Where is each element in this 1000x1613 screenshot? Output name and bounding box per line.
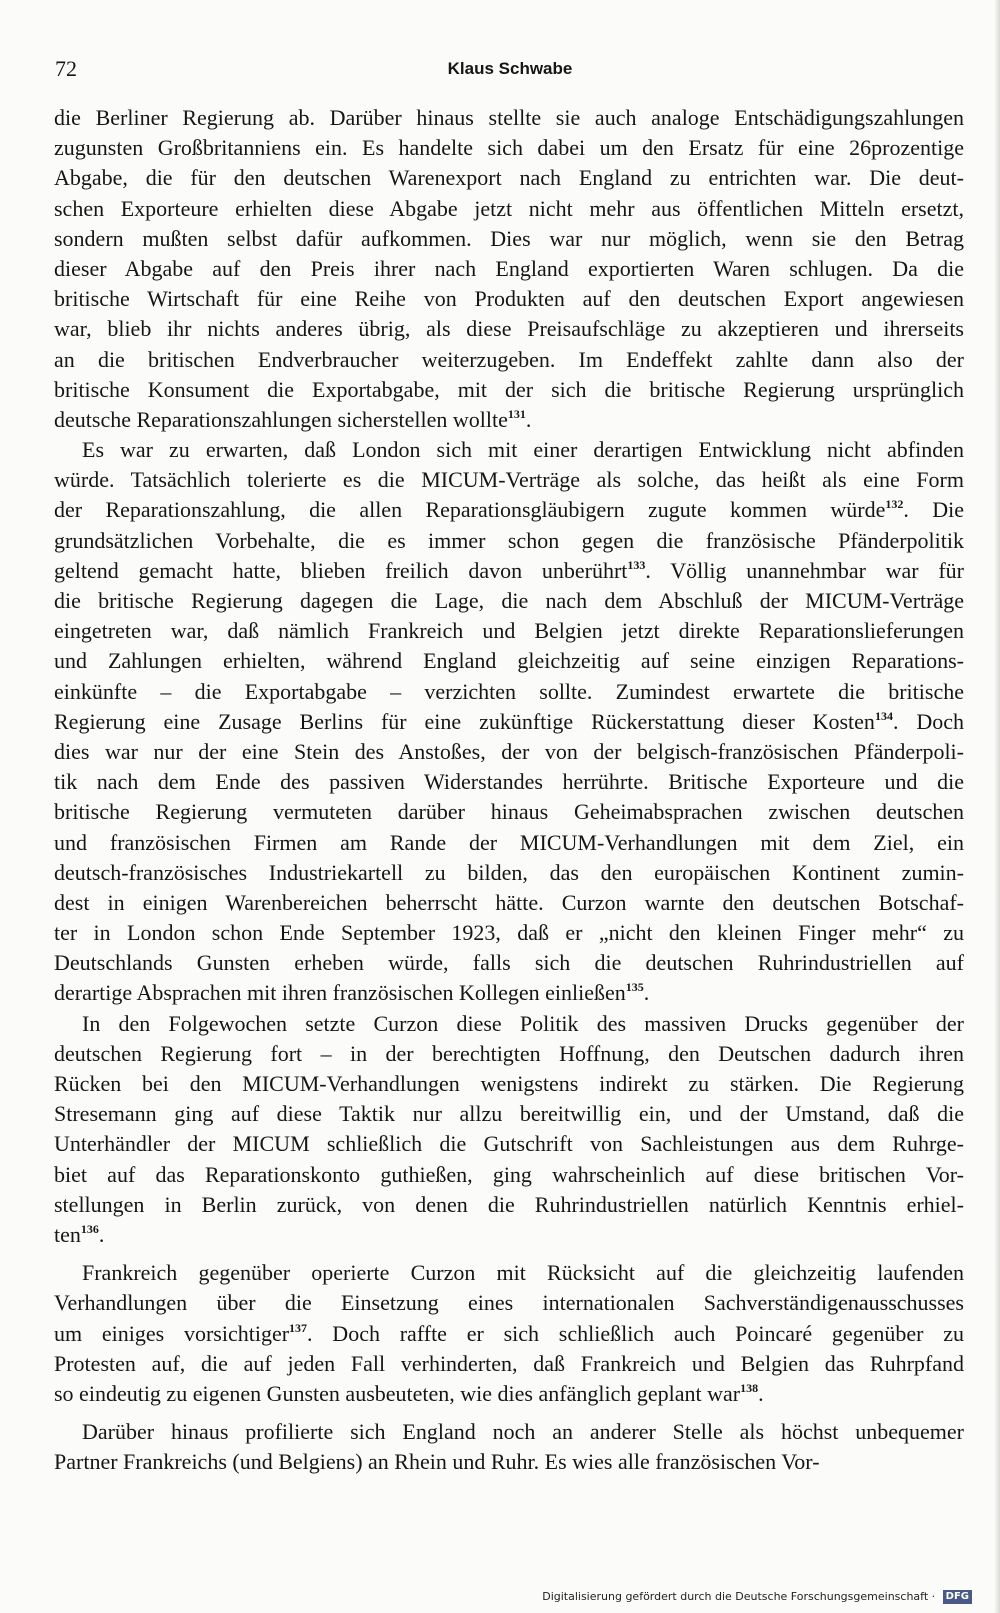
text-line bbox=[54, 495, 964, 525]
body-text bbox=[54, 103, 964, 1477]
line-text: die britische Regierung dagegen die Lage, die nach dem Abschluß der MICUM-Verträge bbox=[54, 588, 964, 613]
line-text: Abgabe, die für den deutschen Warenexport nach England zu entrichten war. Die deut- bbox=[54, 165, 964, 191]
line-text: deutsch-französisches Industriekartell zu bilden, das den europäischen Kontinent zumin- bbox=[54, 859, 964, 885]
line-text: Stresemann ging auf diese Taktik nur allzu bereitwillig ein, und der Umstand, daß die bbox=[54, 1101, 964, 1127]
text-line bbox=[54, 526, 964, 556]
text-line bbox=[54, 1190, 964, 1220]
line-text: um einiges vorsichtiger bbox=[54, 1320, 290, 1346]
line-text: Protesten auf, die auf jeden Fall verhinderten, daß Frankreich und Belgien das Ruhrpfand bbox=[54, 1350, 964, 1376]
line-text: einkünfte – die Exportabgabe – verzichten sollte. Zumindest erwartete die britische bbox=[54, 678, 964, 704]
line-text: britische Konsument die Exportabgabe, mit der sich die britische Regierung ursprünglich bbox=[54, 376, 964, 402]
text-line bbox=[54, 978, 964, 1008]
line-text: deutschen Regierung fort – in der berechtigten Hoffnung, den Deutschen dadurch ihren bbox=[54, 1040, 964, 1066]
text-line bbox=[54, 103, 964, 133]
text-line bbox=[54, 918, 964, 948]
text-line bbox=[54, 224, 964, 254]
text-line bbox=[54, 1069, 964, 1099]
line-text: ter in London schon Ende September 1923, daß er „nicht den kleinen Finger mehr“ zu bbox=[54, 920, 964, 946]
line-text: Deutschlands Gunsten erheben würde, falls sich die deutschen Ruhrindustriellen auf bbox=[54, 950, 964, 976]
text-line bbox=[54, 1319, 964, 1349]
text-line bbox=[54, 1220, 964, 1250]
line-text: und Zahlungen erhielten, während England gleichzeitig auf seine einzigen Reparations- bbox=[54, 648, 964, 674]
footnote-marker: 134 bbox=[874, 708, 893, 723]
digitization-credit: Digitalisierung gefördert durch die Deutsche Forschungsgemeinschaft · DFG bbox=[542, 1589, 972, 1605]
line-text-after-note: . Völlig unannehmbar war für bbox=[645, 557, 964, 583]
line-text: Darüber hinaus profilierte sich England noch an anderer Stelle als höchst unbequemer bbox=[82, 1419, 964, 1445]
text-line bbox=[54, 435, 964, 465]
text-line bbox=[54, 767, 964, 797]
line-text: britische Wirtschaft für eine Reihe von Produkten auf den deutschen Export angewiesen bbox=[54, 286, 964, 312]
text-line bbox=[54, 646, 964, 676]
text-line bbox=[54, 797, 964, 827]
line-text-after-note: . Doch raffte er sich schließlich auch Poincaré gegenüber zu bbox=[307, 1320, 965, 1346]
line-text: tik nach dem Ende des passiven Widerstandes herrührte. Britische Exporteure und die bbox=[54, 769, 964, 795]
line-text: Regierung eine Zusage Berlins für eine zukünftige Rückerstattung dieser Kosten bbox=[54, 708, 875, 734]
line-text: und französischen Firmen am Rande der MICUM-Verhandlungen mit dem Ziel, ein bbox=[54, 829, 964, 855]
text-line bbox=[54, 556, 964, 586]
line-text: dies war nur der eine Stein des Anstoßes, der von der belgisch-französischen Pfänderpoli- bbox=[54, 738, 964, 764]
line-text-after-note: . Doch bbox=[892, 708, 964, 734]
line-text-after-note: . Die bbox=[903, 497, 965, 523]
line-text: stellungen in Berlin zurück, von denen die Ruhrindustriellen natürlich Kenntnis erhiel- bbox=[54, 1191, 964, 1217]
line-text: Verhandlungen über die Einsetzung eines internationalen Sachverständigenausschusses bbox=[54, 1290, 964, 1316]
text-line bbox=[54, 1288, 964, 1318]
text-line bbox=[54, 1160, 964, 1190]
line-text: an die britischen Endverbraucher weiterzugeben. Im Endeffekt zahlte dann also der bbox=[54, 346, 964, 372]
line-text-after-note: . bbox=[98, 1221, 105, 1247]
line-text: ten bbox=[54, 1221, 81, 1247]
text-line bbox=[54, 948, 964, 978]
footnote-marker: 131 bbox=[507, 406, 526, 421]
line-text: war, blieb ihr nichts anderes übrig, als diese Preisaufschläge zu akzeptieren und ihrerseits bbox=[54, 316, 964, 342]
line-text: grundsätzlichen Vorbehalte, die es immer schon gegen die französische Pfänderpolitik bbox=[54, 527, 964, 553]
text-line bbox=[54, 707, 964, 737]
line-text-after-note: . bbox=[525, 406, 532, 432]
credit-text: Digitalisierung gefördert durch die Deutsche Forschungsgemeinschaft bbox=[542, 1590, 929, 1603]
text-line bbox=[54, 737, 964, 767]
dfg-logo: DFG bbox=[943, 1590, 972, 1604]
footnote-marker: 137 bbox=[289, 1320, 308, 1335]
line-text: die Berliner Regierung ab. Darüber hinaus stellte sie auch analoge Entschädigungszahlungen bbox=[54, 105, 964, 130]
line-text: Rücken bei den MICUM-Verhandlungen wenigstens indirekt zu stärken. Die Regierung bbox=[54, 1071, 964, 1096]
text-line bbox=[54, 1258, 964, 1288]
line-text: Partner Frankreichs (und Belgiens) an Rhein und Ruhr. Es wies alle französischen Vor- bbox=[54, 1449, 820, 1475]
paragraph bbox=[54, 103, 964, 435]
text-line bbox=[54, 194, 964, 224]
text-line bbox=[54, 345, 964, 375]
paragraph bbox=[54, 1009, 964, 1251]
text-line bbox=[54, 1349, 964, 1379]
text-line bbox=[54, 1447, 964, 1477]
line-text: sondern mußten selbst dafür aufkommen. Dies war nur möglich, wenn sie den Betrag bbox=[54, 225, 964, 251]
text-line bbox=[54, 677, 964, 707]
footnote-marker: 132 bbox=[885, 497, 904, 512]
text-line bbox=[54, 133, 964, 163]
text-line bbox=[54, 1129, 964, 1159]
line-text: In den Folgewochen setzte Curzon diese Politik des massiven Drucks gegenüber der bbox=[82, 1010, 964, 1036]
footnote-marker: 135 bbox=[625, 980, 644, 995]
line-text: geltend gemacht hatte, blieben freilich davon unberührt bbox=[54, 557, 628, 583]
text-line bbox=[54, 465, 964, 495]
text-line bbox=[54, 163, 964, 193]
line-text: würde. Tatsächlich tolerierte es die MICUM-Verträge als solche, das heißt als eine Form bbox=[54, 467, 964, 493]
text-line bbox=[54, 828, 964, 858]
text-line bbox=[54, 284, 964, 314]
text-line bbox=[54, 314, 964, 344]
text-line bbox=[54, 375, 964, 405]
text-line bbox=[54, 1009, 964, 1039]
text-line bbox=[54, 616, 964, 646]
line-text: schen Exporteure erhielten diese Abgabe jetzt nicht mehr aus öffentlichen Mitteln ersetzt, bbox=[54, 195, 964, 221]
scan-edge-shadow bbox=[994, 0, 1000, 1613]
line-text: biet auf das Reparationskonto guthießen, ging wahrscheinlich auf diese britischen Vor- bbox=[54, 1161, 964, 1187]
text-line bbox=[54, 254, 964, 284]
line-text: derartige Absprachen mit ihren französischen Kollegen einließen bbox=[54, 980, 626, 1006]
paragraph bbox=[54, 435, 964, 1009]
footnote-marker: 138 bbox=[740, 1380, 759, 1395]
line-text: so eindeutig zu eigenen Gunsten ausbeuteten, wie dies anfänglich geplant war bbox=[54, 1380, 741, 1406]
line-text: Frankreich gegenüber operierte Curzon mit Rücksicht auf die gleichzeitig laufenden bbox=[82, 1260, 964, 1286]
text-line bbox=[54, 888, 964, 918]
line-text: zugunsten Großbritanniens ein. Es handelte sich dabei um den Ersatz für eine 26prozentige bbox=[54, 135, 964, 161]
line-text-after-note: . bbox=[643, 980, 650, 1006]
text-line bbox=[54, 1099, 964, 1129]
line-text: der Reparationszahlung, die allen Reparationsgläubigern zugute kommen würde bbox=[54, 497, 886, 523]
paragraph bbox=[54, 1417, 964, 1477]
text-line bbox=[54, 586, 964, 616]
line-text: dest in einigen Warenbereichen beherrscht hätte. Curzon warnte den deutschen Botschaf- bbox=[54, 889, 964, 915]
text-line bbox=[54, 858, 964, 888]
text-line bbox=[54, 1417, 964, 1447]
paragraph bbox=[54, 1258, 964, 1409]
text-line bbox=[54, 1039, 964, 1069]
text-line bbox=[54, 405, 964, 435]
text-line bbox=[54, 1379, 964, 1409]
line-text: britische Regierung vermuteten darüber hinaus Geheimabsprachen zwischen deutschen bbox=[54, 799, 964, 825]
line-text: Unterhändler der MICUM schließlich die Gutschrift von Sachleistungen aus dem Ruhrge- bbox=[54, 1131, 964, 1157]
line-text: Es war zu erwarten, daß London sich mit einer derartigen Entwicklung nicht abfinden bbox=[82, 437, 964, 463]
line-text: deutsche Reparationszahlungen sicherstellen wollte bbox=[54, 406, 508, 432]
line-text: dieser Abgabe auf den Preis ihrer nach England exportierten Waren schlugen. Da die bbox=[54, 255, 964, 281]
footnote-marker: 136 bbox=[80, 1221, 99, 1236]
page-number: 72 bbox=[55, 56, 77, 81]
line-text: eingetreten war, daß nämlich Frankreich und Belgien jetzt direkte Reparationslieferungen bbox=[54, 618, 964, 644]
footnote-marker: 133 bbox=[627, 557, 646, 572]
line-text-after-note: . bbox=[758, 1380, 764, 1406]
running-head-author: Klaus Schwabe bbox=[447, 59, 573, 78]
